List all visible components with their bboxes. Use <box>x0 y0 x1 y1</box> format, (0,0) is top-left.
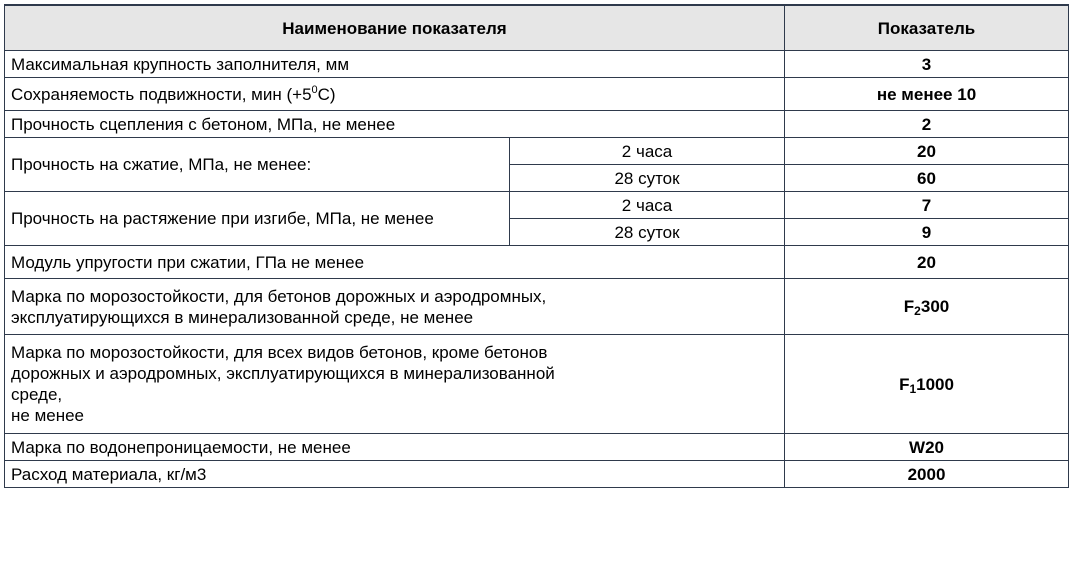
row-value <box>785 335 1069 434</box>
row-sub-label: 2 часа <box>510 138 785 165</box>
value-subscript: 2 <box>914 304 921 318</box>
value-prefix: F <box>903 297 915 316</box>
row-name <box>5 78 785 111</box>
table-row <box>5 279 1069 335</box>
row-name-line: Марка по морозостойкости, для всех видов бетонов, кроме бетонов <box>11 343 548 362</box>
row-value: 60 <box>785 165 1069 192</box>
row-value: 9 <box>785 219 1069 246</box>
table-row <box>5 192 1069 219</box>
row-name-line: не менее <box>11 406 85 425</box>
row-name-line: дорожных и аэродромных, эксплуатирующихся в минерализованной <box>11 364 555 383</box>
row-name: Прочность сцепления с бетоном, МПа, не менее <box>5 111 785 138</box>
row-value: W20 <box>785 434 1069 461</box>
degree-superscript: 0 <box>311 83 318 96</box>
table-row <box>5 246 1069 279</box>
row-value: 20 <box>785 138 1069 165</box>
row-value: 2 <box>785 111 1069 138</box>
row-name: Прочность на сжатие, МПа, не менее: <box>5 138 510 192</box>
table-row <box>5 51 1069 78</box>
row-sub-label: 2 часа <box>510 192 785 219</box>
row-name: Максимальная крупность заполнителя, мм <box>5 51 785 78</box>
row-name-line: среде, <box>11 385 63 404</box>
row-name: Расход материала, кг/м3 <box>5 461 785 488</box>
row-name: Марка по водонепроницаемости, не менее <box>5 434 785 461</box>
table-row <box>5 78 1069 111</box>
value-number: 300 <box>920 297 950 316</box>
row-value: 20 <box>785 246 1069 279</box>
row-name <box>5 335 785 434</box>
header-value: Показатель <box>785 5 1069 51</box>
row-sub-label: 28 суток <box>510 165 785 192</box>
row-name-line: эксплуатирующихся в минерализованной среде, не менее <box>11 307 474 327</box>
row-name-text: Сохраняемость подвижности, мин (+5 <box>11 84 312 104</box>
value-subscript: 1 <box>909 381 917 396</box>
row-name: Прочность на растяжение при изгибе, МПа, не менее <box>5 192 510 246</box>
row-sub-label: 28 суток <box>510 219 785 246</box>
row-value: 7 <box>785 192 1069 219</box>
table-row <box>5 111 1069 138</box>
row-value: 2000 <box>785 461 1069 488</box>
row-value: 3 <box>785 51 1069 78</box>
value-prefix: F <box>899 374 910 394</box>
specifications-table <box>4 4 1069 488</box>
row-name-line: Марка по морозостойкости, для бетонов дорожных и аэродромных, <box>11 286 547 306</box>
table-row <box>5 138 1069 165</box>
table-row <box>5 335 1069 434</box>
row-name <box>5 279 785 335</box>
header-name: Наименование показателя <box>5 5 785 51</box>
row-name-unit: С) <box>317 84 336 104</box>
row-value <box>785 279 1069 335</box>
row-value: не менее 10 <box>785 78 1069 111</box>
table-row <box>5 461 1069 488</box>
header-row <box>5 5 1069 51</box>
table-row <box>5 434 1069 461</box>
value-number: 1000 <box>916 374 954 394</box>
row-name: Модуль упругости при сжатии, ГПа не менее <box>5 246 785 279</box>
